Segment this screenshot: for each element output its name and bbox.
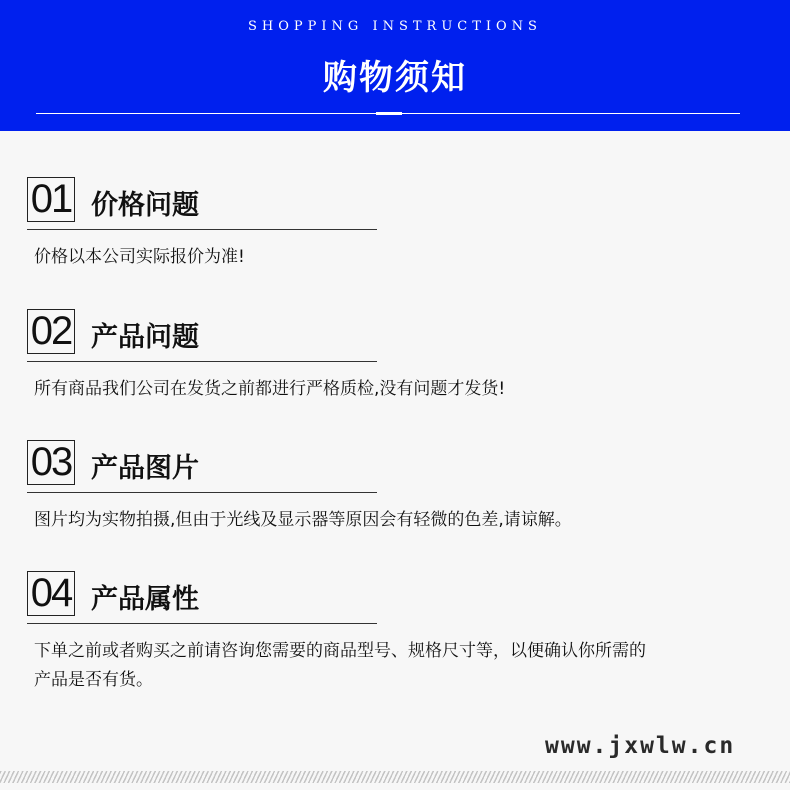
section-text <box>34 637 784 695</box>
section-number: 02 <box>27 309 75 354</box>
section-title: 产品属性 <box>91 584 199 615</box>
bottom-hatch-border <box>0 771 790 783</box>
website-watermark: www.jxwlw.cn <box>545 733 736 759</box>
section-number: 04 <box>27 571 75 616</box>
section-text-line: 所有商品我们公司在发货之前都进行严格质检,没有问题才发货! <box>34 379 506 399</box>
header-title: 购物须知 <box>323 58 467 98</box>
section-divider <box>27 229 377 230</box>
section-text <box>34 506 784 535</box>
section-text-line: 图片均为实物拍摄,但由于光线及显示器等原因会有轻微的色差,请谅解。 <box>34 510 572 530</box>
section-divider <box>27 492 377 493</box>
section-divider <box>27 361 377 362</box>
header-banner <box>0 0 790 131</box>
section-title: 产品问题 <box>91 322 199 353</box>
section-text-line: 下单之前或者购买之前请咨询您需要的商品型号、规格尺寸等，以便确认你所需的 <box>34 641 646 661</box>
section-text-line: 产品是否有货。 <box>34 670 153 690</box>
section-text-line: 价格以本公司实际报价为准! <box>34 247 245 267</box>
header-subtitle: SHOPPING INSTRUCTIONS <box>248 19 542 34</box>
section-number: 03 <box>27 440 75 485</box>
section-number: 01 <box>27 177 75 222</box>
section-text <box>34 375 784 404</box>
header-divider-accent <box>376 112 402 115</box>
section-title: 产品图片 <box>91 453 199 484</box>
section-divider <box>27 623 377 624</box>
section-title: 价格问题 <box>91 190 199 221</box>
section-text <box>34 243 784 272</box>
